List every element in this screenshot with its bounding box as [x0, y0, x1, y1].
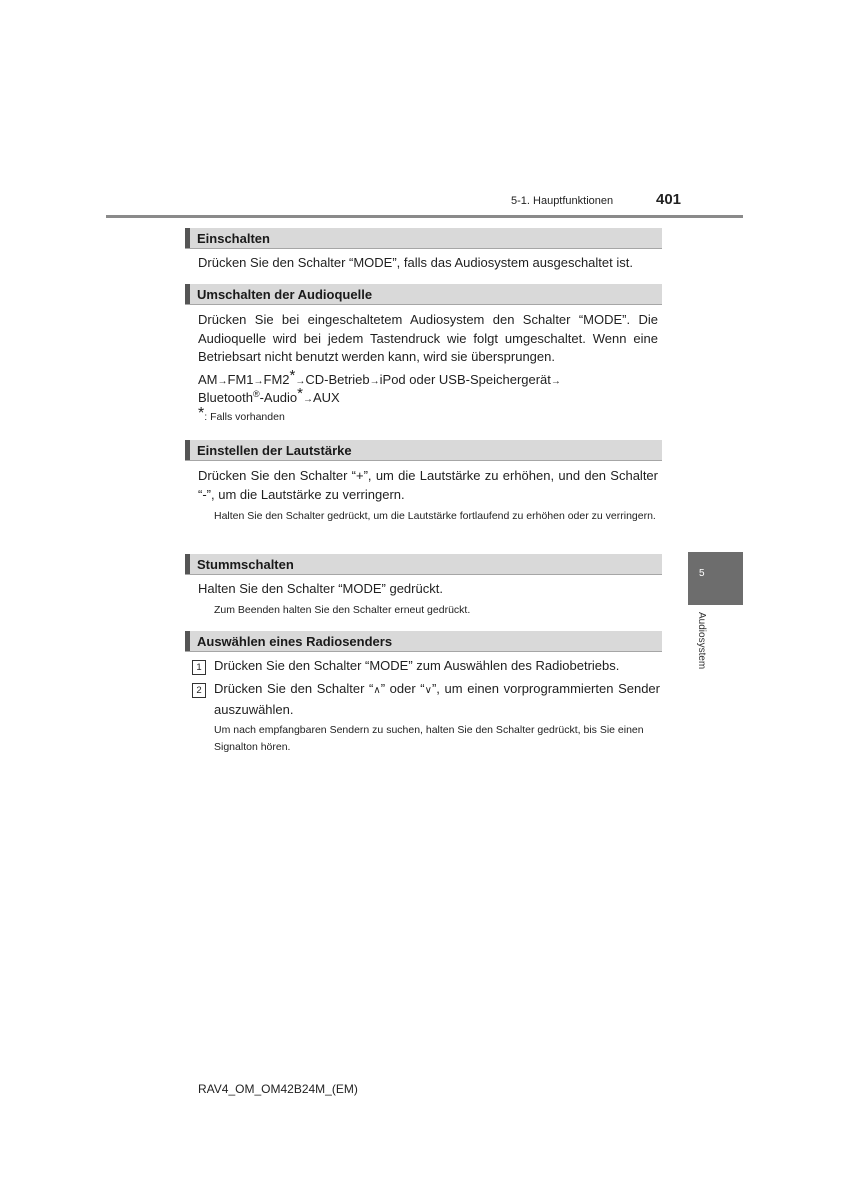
section-title: Einstellen der Lautstärke: [197, 443, 352, 458]
chevron-down-icon: ∨: [424, 685, 432, 696]
page-number: 401: [656, 191, 682, 208]
asterisk-mark: *: [297, 385, 303, 402]
source-fm1: FM1: [227, 372, 254, 387]
paragraph-stumm: Halten Sie den Schalter “MODE” gedrückt.: [198, 581, 443, 596]
step-2-text-a: Drücken Sie den Schalter “: [214, 681, 374, 696]
document-code: RAV4_OM_OM42B24M_(EM): [198, 1082, 358, 1096]
arrow-icon: →: [369, 376, 380, 387]
chevron-up-icon: ∧: [373, 685, 381, 696]
source-bluetooth: Bluetooth: [198, 390, 253, 405]
source-ipod-usb: iPod oder USB-Speichergerät: [379, 372, 551, 387]
section-bar-radio: [185, 631, 662, 652]
arrow-icon: →: [253, 376, 264, 387]
asterisk-mark: *: [198, 405, 205, 422]
step-2-text-c: ”, um einen vorprogrammierten Sender auszuwählen.: [214, 681, 660, 717]
note-lautstaerke: Halten Sie den Schalter gedrückt, um die Lautstärke fortlaufend zu erhöhen oder zu verringern.: [214, 510, 656, 522]
arrow-icon: →: [217, 376, 228, 387]
step-2-text-b: ” oder “: [380, 681, 425, 696]
note-stumm: Zum Beenden halten Sie den Schalter erneut gedrückt.: [214, 604, 471, 616]
header-rule: [106, 215, 743, 218]
section-bar-einschalten: [185, 228, 662, 249]
arrow-icon: →: [550, 376, 561, 387]
section-title: Auswählen eines Radiosenders: [197, 634, 393, 649]
paragraph-lautstaerke: Drücken Sie den Schalter “+”, um die Lautstärke zu erhöhen, und den Schalter “-”, um die Lautstärke zu verringern.: [198, 468, 658, 502]
asterisk-mark: *: [289, 367, 296, 384]
arrow-icon: →: [295, 376, 306, 387]
step-2-text: [214, 680, 660, 719]
chapter-label: Audiosystem: [696, 612, 707, 670]
section-bar-stumm: [185, 554, 662, 575]
arrow-icon: →: [303, 394, 313, 405]
source-cycle-line-1: [198, 367, 561, 391]
section-title: Stummschalten: [197, 557, 294, 572]
source-aux: AUX: [313, 390, 340, 405]
step-1-text: Drücken Sie den Schalter “MODE” zum Auswählen des Radiobetriebs.: [214, 658, 620, 673]
section-accent: [185, 631, 190, 651]
source-cd: CD-Betrieb: [305, 372, 370, 387]
registered-mark: ®: [252, 389, 260, 399]
section-title: Umschalten der Audioquelle: [197, 287, 373, 302]
paragraph-einschalten: Drücken Sie den Schalter “MODE”, falls das Audiosystem ausgeschaltet ist.: [198, 255, 633, 270]
section-accent: [185, 284, 190, 304]
footnote: [198, 405, 285, 423]
section-accent: [185, 554, 190, 574]
step-number-2: 2: [192, 683, 206, 698]
section-title: Einschalten: [197, 231, 270, 246]
note-radio: Um nach empfangbaren Sendern zu suchen, halten Sie den Schalter gedrückt, bis Sie einen Signalton hören.: [214, 724, 644, 753]
footnote-text: : Falls vorhanden: [204, 411, 285, 423]
source-cycle-line-2: [198, 385, 340, 409]
source-fm2: FM2: [263, 372, 290, 387]
section-accent: [185, 228, 190, 248]
chapter-number: 5: [699, 568, 705, 579]
source-am: AM: [198, 372, 218, 387]
source-bluetooth-audio: -Audio: [259, 390, 298, 405]
running-header: 5-1. Hauptfunktionen: [511, 195, 614, 207]
paragraph-umschalten: Drücken Sie bei eingeschaltetem Audiosystem den Schalter “MODE”. Die Audioquelle wird bei jedem Tastendruck wie folgt umgeschaltet. Wenn eine Betriebsart nicht benutzt werden kann, wird sie übersprungen.: [198, 312, 658, 364]
section-bar-umschalten: [185, 284, 662, 305]
section-bar-lautstaerke: [185, 440, 662, 461]
section-accent: [185, 440, 190, 460]
step-number-1: 1: [192, 660, 206, 675]
chapter-tab: [688, 552, 743, 605]
